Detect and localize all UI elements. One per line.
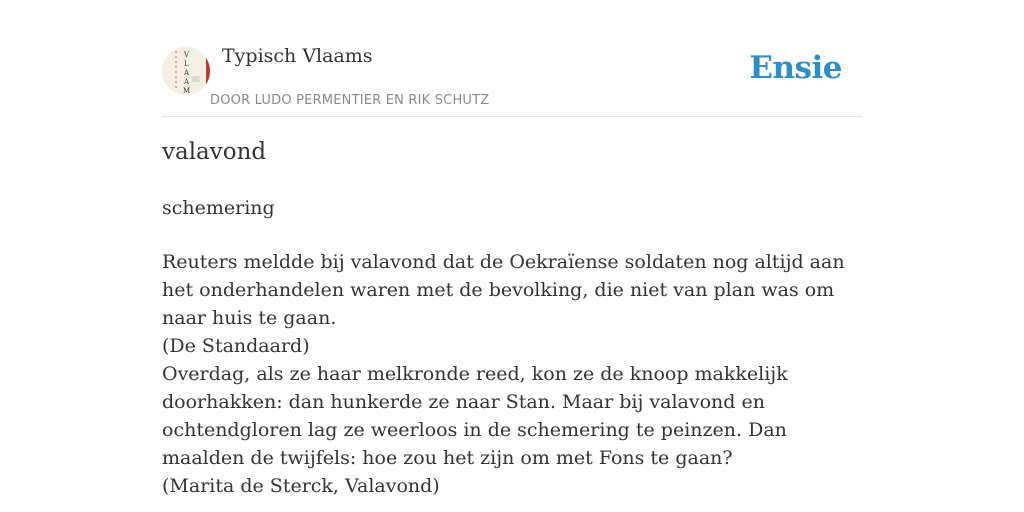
example-source: (Marita de Sterck, Valavond) (162, 475, 440, 497)
example-quote: Overdag, als ze haar melkronde reed, kon ze de knoop makkelijk doorhakken: dan hunkerde ze naar Stan. Maar bij valavond en ochtendgloren lag ze weerloos in de schemering te peinzen. Dan maalden de twijfels: hoe zou het zijn om met Fons te gaan? (162, 363, 788, 469)
page (162, 0, 862, 497)
book-authors: DOOR LUDO PERMENTIER EN RIK SCHUTZ (210, 93, 490, 108)
book-cover-icon[interactable] (162, 47, 210, 95)
svg-text:V: V (184, 51, 190, 59)
svg-text:M: M (183, 87, 191, 95)
svg-text:A: A (184, 78, 190, 86)
example-source: (De Standaard) (162, 335, 310, 357)
entry-examples (162, 248, 862, 500)
svg-text:A: A (184, 69, 190, 77)
example-quote: Reuters meldde bij valavond dat de Oekraïense soldaten nog altijd aan het onderhandelen waren met de bevolking, die niet van plan was om naar huis te gaan. (162, 251, 845, 329)
svg-text:L: L (184, 60, 189, 68)
entry-word: valavond (162, 139, 267, 165)
header (162, 0, 862, 117)
book-title[interactable]: Typisch Vlaams (222, 45, 373, 67)
ensie-logo-link[interactable]: Ensie (749, 50, 842, 86)
entry-definition: schemering (162, 197, 275, 219)
